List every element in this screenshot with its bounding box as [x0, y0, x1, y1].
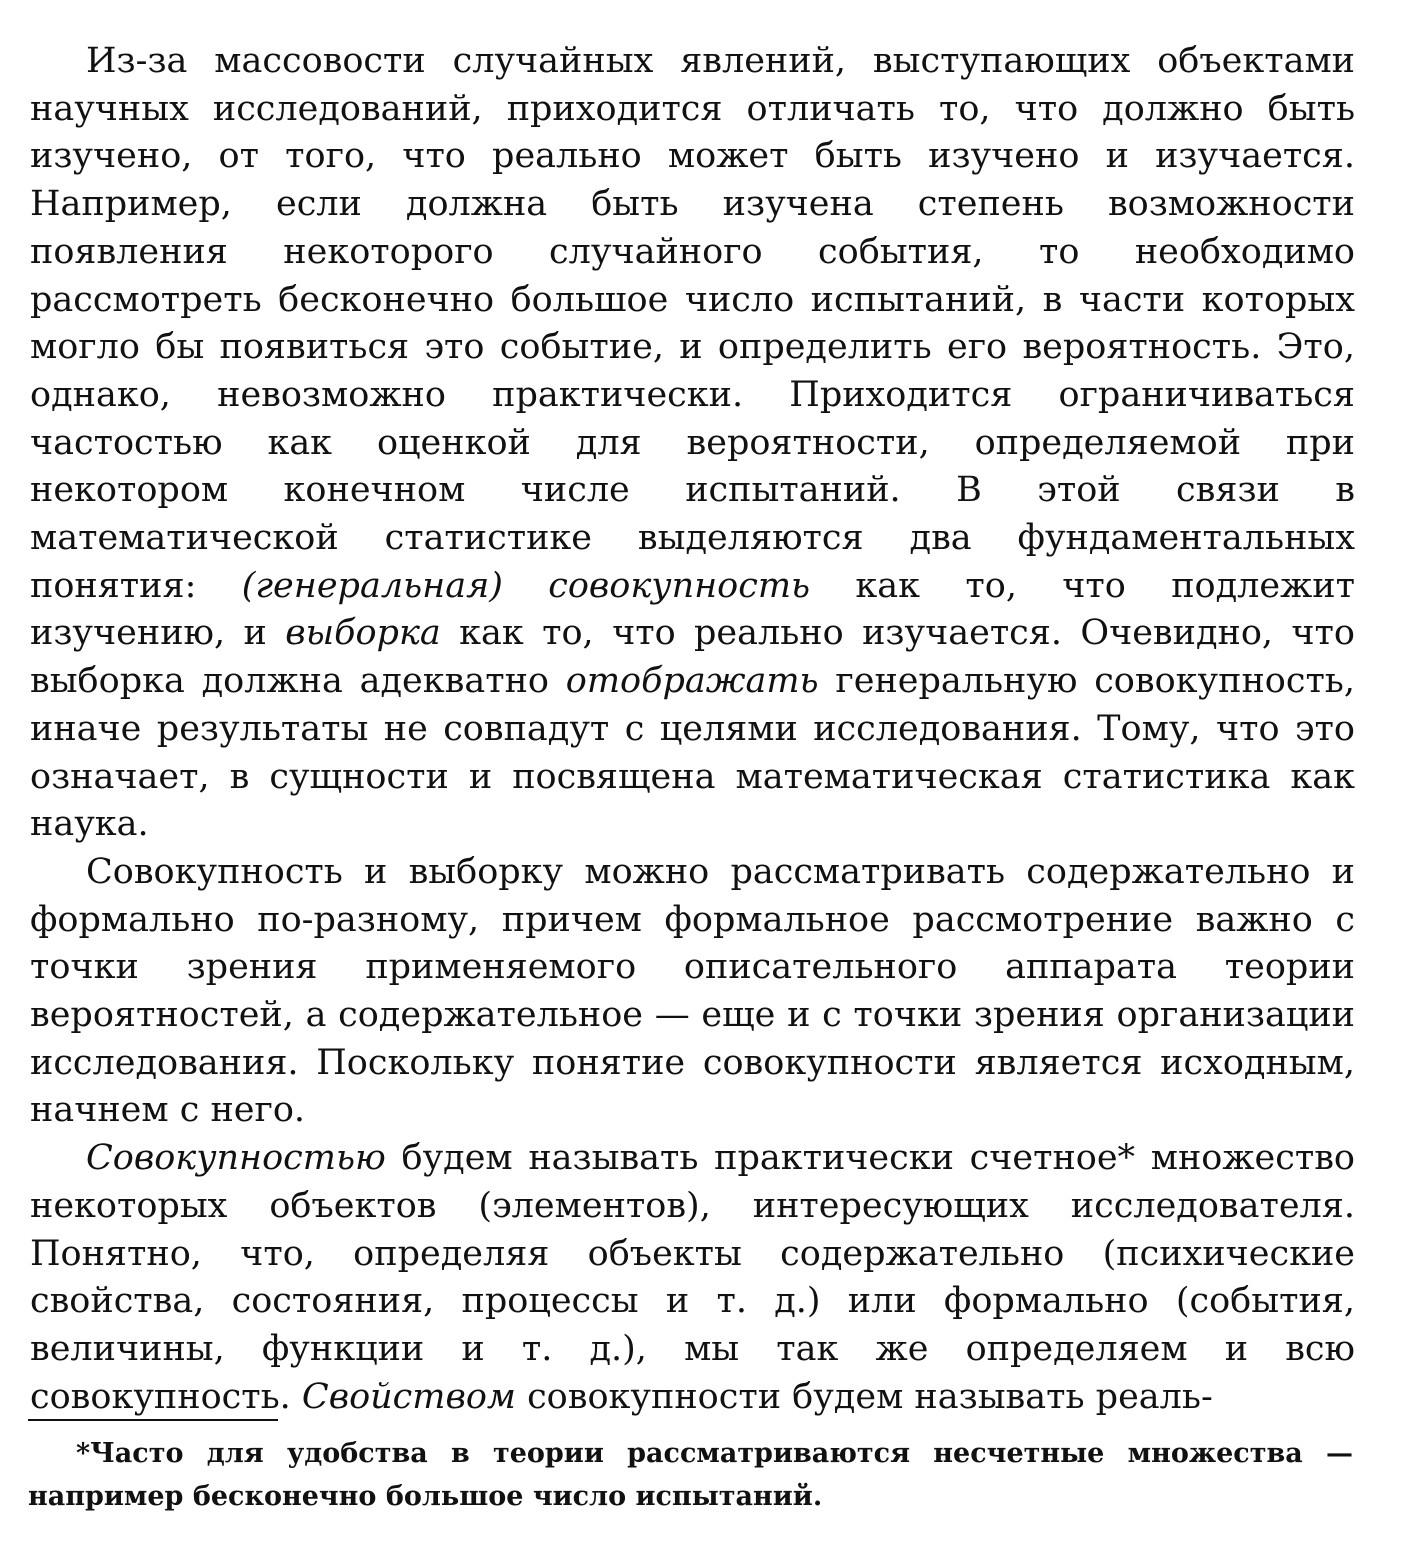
term-reflect: отображать — [565, 661, 819, 702]
footnote-separator — [28, 1419, 278, 1421]
paragraph-3-text-a: будем называть практически счетное* множество некоторых объектов (элементов), интересующих исследователя. Понятно, что, определяя объекты содержательно (психические свойства, состояния, процессы и т. д.) или формально (события, величины, функции и т. д.), мы так же определяем и всю совокупность. — [30, 1138, 1355, 1417]
term-property: Свойством — [301, 1376, 516, 1417]
paragraph-1 — [30, 38, 1355, 849]
term-sample: выборка — [285, 613, 441, 654]
paragraph-1-text-a: Из-за массовости случайных явлений, выступающих объектами научных исследований, приходится отличать то, что должно быть изучено, от того, что реально может быть изучено и изучается. Например, если должна быть изучена степень возможности появления некоторого случайного события, то необходимо рассмотреть бесконечно большое число испытаний, в части которых могло бы появиться это событие, и определить его вероятность. Это, однако, невозможно практически. Приходится ограничиваться частостью как оценкой для вероятности, определяемой при некотором конечном числе испытаний. В этой связи в математической статистике выделяются два фундаментальных понятия: — [30, 41, 1355, 606]
paragraph-1-text-b: как то, что подлежит изучению, и — [30, 565, 1355, 654]
paragraph-1-text-c: как то, что реально изучается. Очевидно, что выборка должна адекватно — [30, 613, 1355, 702]
paragraph-2-text: Совокупность и выборку можно рассматривать содержательно и формально по-разному, причем формальное рассмотрение важно с точки зрения применяемого описательного аппарата теории вероятностей, а содержательное — еще и с точки зрения организации исследования. Поскольку понятие совокупности является исходным, начнем с него. — [30, 851, 1355, 1131]
term-general-population: (генеральная) совокупность — [241, 565, 811, 606]
paragraph-1-text-d: генеральную совокупность, иначе результаты не совпадут с целями исследования. Тому, что это означает, в сущности и посвящена математическая статистика как наука. — [30, 661, 1355, 845]
footnote: *Часто для удобства в теории рассматриваются несчетные множества — например бесконечно большое число испытаний. — [28, 1438, 1353, 1512]
paragraph-3 — [30, 1135, 1355, 1421]
paragraph-2 — [30, 849, 1355, 1135]
paragraph-3-text-b: совокупности будем называть реаль- — [515, 1376, 1213, 1417]
term-population: Совокупностью — [86, 1138, 386, 1179]
book-page-text — [30, 38, 1355, 1421]
